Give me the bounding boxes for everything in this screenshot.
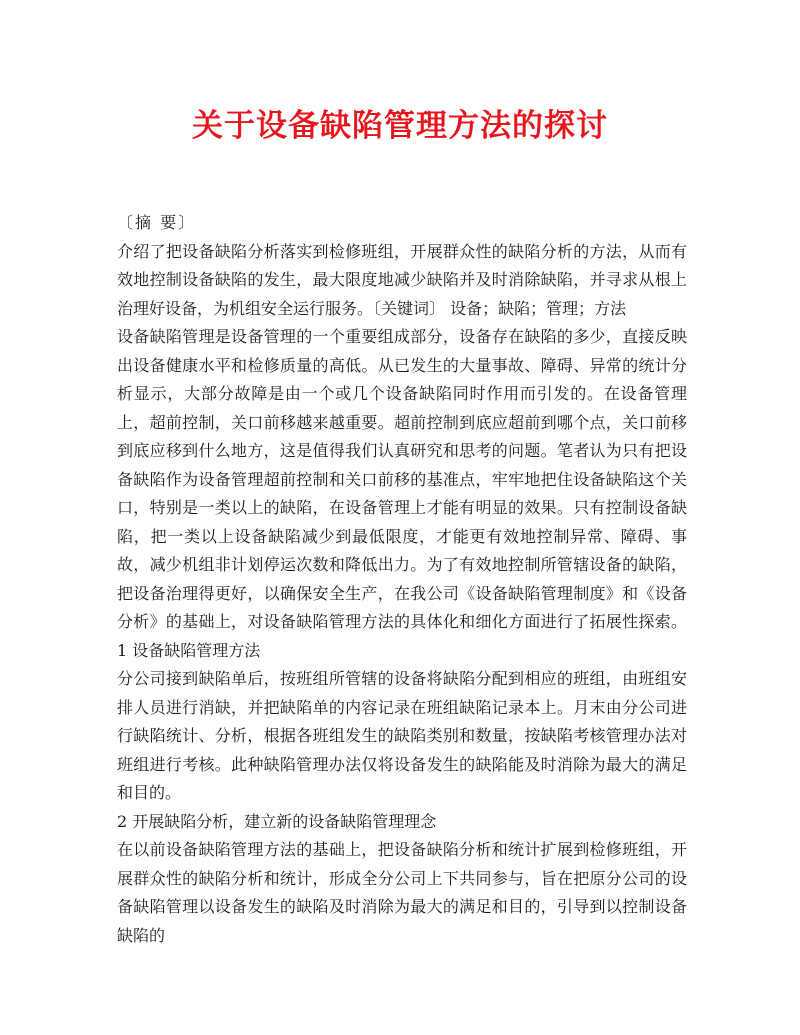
document-title: 关于设备缺陷管理方法的探讨 <box>192 108 608 144</box>
section-heading: 2 开展缺陷分析，建立新的设备缺陷管理理念 <box>117 811 437 831</box>
document-body <box>117 209 687 950</box>
intro-paragraph: 设备缺陷管理是设备管理的一个重要组成部分，设备存在缺陷的多少，直接反映出设备健康水平和检修质量的高低。从已发生的大量事故、障碍、异常的统计分析显示，大部分故障是由一个或几个设备缺陷同时作用而引发的。在设备管理上，超前控制，关口前移越来越重要。超前控制到底应超前到哪个点，关口前移到底应移到什么地方，这是值得我们认真研究和思考的问题。笔者认为只有把设备缺陷作为设备管理超前控制和关口前移的基准点，牢牢地把住设备缺陷这个关口，特别是一类以上的缺陷，在设备管理上才能有明显的效果。只有控制设备缺陷，把一类以上设备缺陷减少到最低限度，才能更有效地控制异常、障碍、事故，减少机组非计划停运次数和降低出力。为了有效地控制所管辖设备的缺陷，把设备治理得更好，以确保安全生产，在我公司《设备缺陷管理制度》和《设备分析》的基础上，对设备缺陷管理方法的具体化和细化方面进行了拓展性探索。 1 设备缺陷管理方法 <box>117 327 687 660</box>
section-paragraph: 在以前设备缺陷管理方法的基础上，把设备缺陷分析和统计扩展到检修班组，开展群众性的缺陷分析和统计，形成全分公司上下共同参与，旨在把原分公司的设备缺陷管理以设备发生的缺陷及时消除为最大的满足和目的，引导到以控制设备缺陷的 <box>117 840 687 945</box>
method-paragraph: 分公司接到缺陷单后，按班组所管辖的设备将缺陷分配到相应的班组，由班组安排人员进行消缺，并把缺陷单的内容记录在班组缺陷记录本上。月末由分公司进行缺陷统计、分析，根据各班组发生的缺陷类别和数量，按缺陷考核管理办法对班组进行考核。此种缺陷管理办法仅将设备发生的缺陷能及时消除为最大的满足和目的。 <box>117 669 687 802</box>
abstract-paragraph: 介绍了把设备缺陷分析落实到检修班组，开展群众性的缺陷分析的方法，从而有效地控制设备缺陷的发生，最大限度地减少缺陷并及时消除缺陷，并寻求从根上治理好设备，为机组安全运行服务。〔关键词〕 设备；缺陷；管理；方法 <box>117 241 687 318</box>
abstract-label: 〔摘 要〕 <box>117 213 197 232</box>
